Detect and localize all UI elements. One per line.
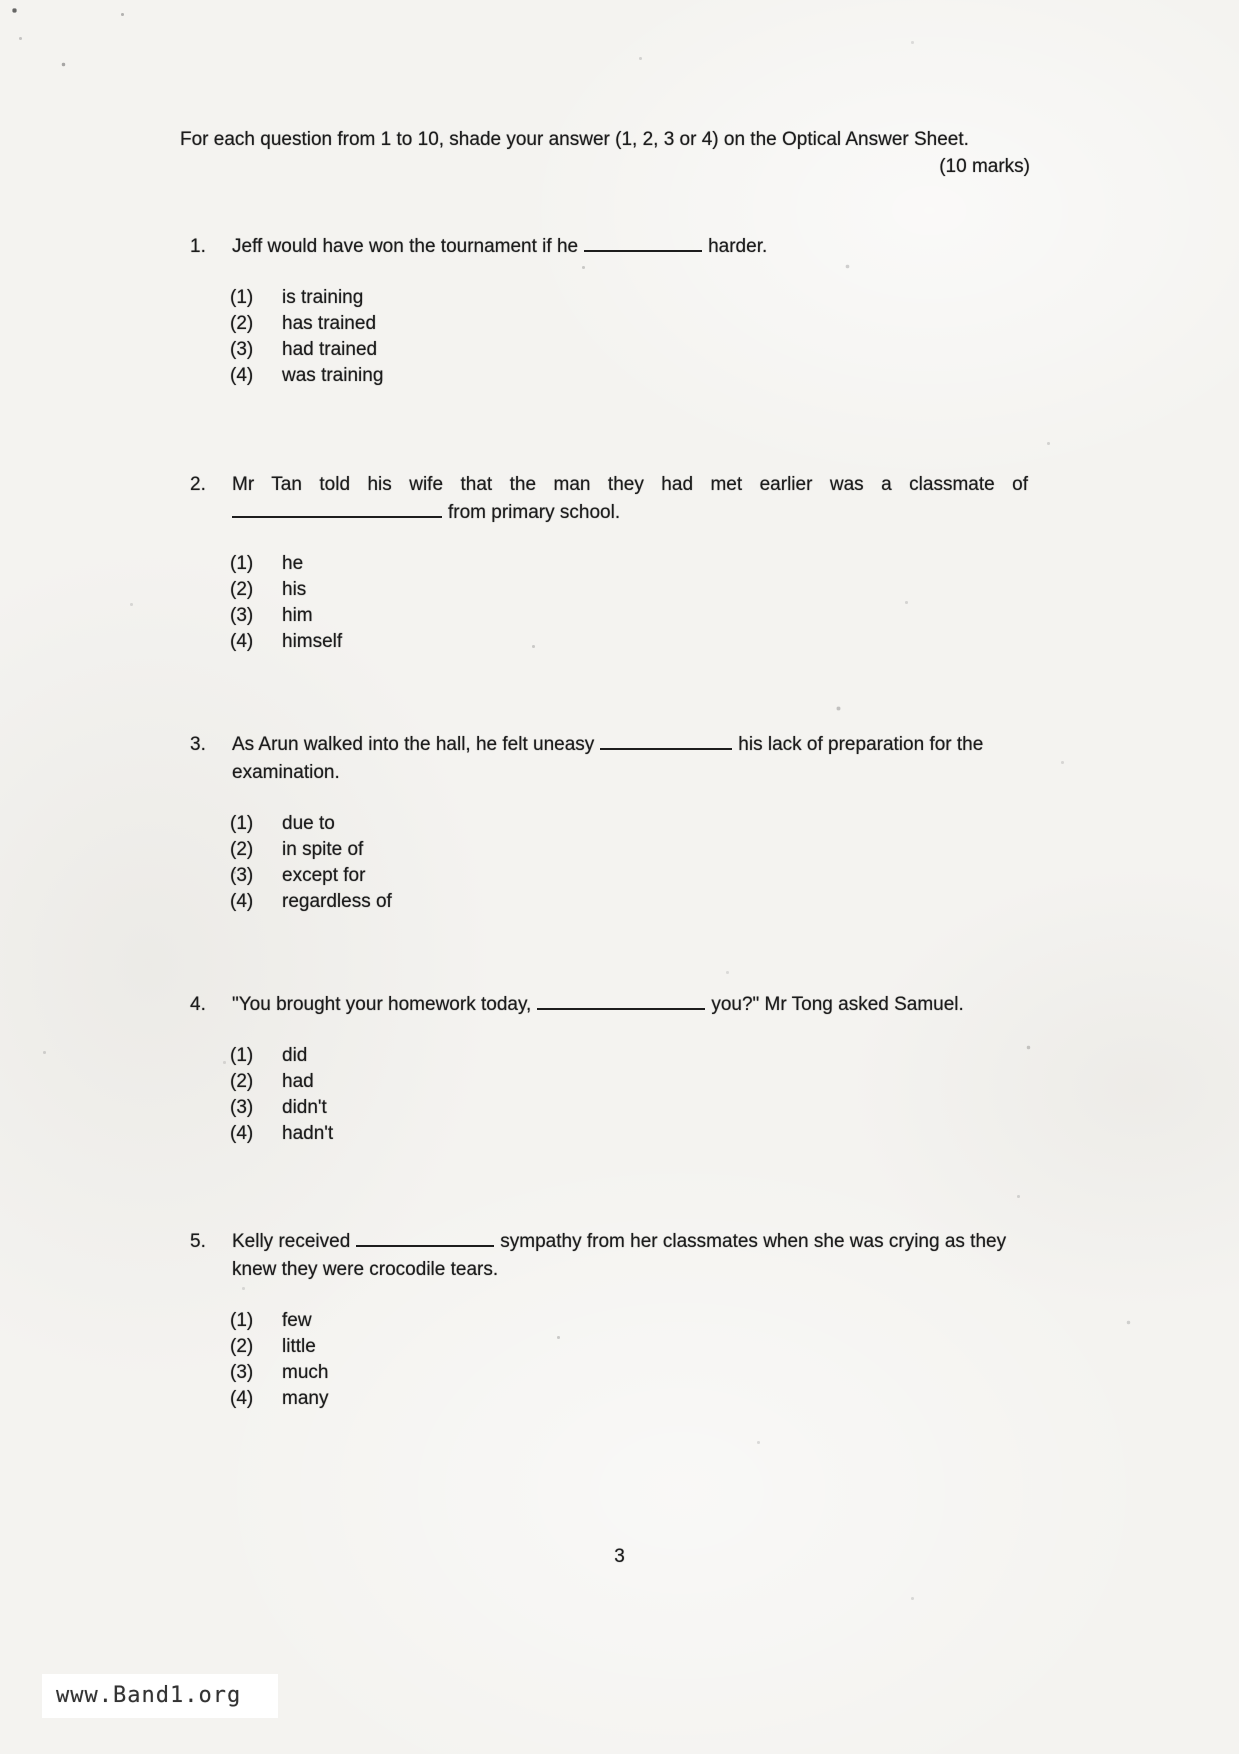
option-row [230,1121,1030,1147]
watermark-box [42,1674,278,1718]
question-text-after: sympathy from her classmates when she was crying as they knew they were crocodile tears. [232,1231,1007,1280]
option-label: him [282,605,313,626]
options-list [230,551,1030,655]
option-row [230,311,1030,337]
scan-noise [0,0,1,1]
option-label: little [282,1336,316,1357]
question-4 [190,991,1030,1147]
option-row [230,1095,1030,1121]
question-text [232,471,1028,527]
option-marker: (3) [230,1097,254,1118]
option-row [230,811,1030,837]
answer-blank [537,1005,705,1010]
watermark-url: www.Band1.org [56,1683,242,1708]
option-label: much [282,1362,329,1383]
option-row [230,837,1030,863]
option-label: regardless of [282,891,392,912]
options-list [230,285,1030,389]
option-row [230,337,1030,363]
option-marker: (3) [230,865,254,886]
question-text [232,233,1012,261]
option-label: he [282,553,304,574]
option-label: many [282,1388,329,1409]
option-marker: (4) [230,365,254,386]
options-list [230,1308,1030,1412]
option-marker: (3) [230,339,254,360]
option-marker: (4) [230,1388,254,1409]
option-label: didn't [282,1097,327,1118]
option-label: due to [282,813,335,834]
options-list [230,811,1030,915]
option-marker: (1) [230,1045,254,1066]
option-row [230,629,1030,655]
options-list [230,1043,1030,1147]
option-marker: (2) [230,313,254,334]
option-marker: (1) [230,1310,254,1331]
option-label: is training [282,287,364,308]
option-marker: (4) [230,631,254,652]
option-label: had trained [282,339,378,360]
question-2 [190,471,1030,655]
option-marker: (1) [230,287,254,308]
option-row [230,577,1030,603]
question-text-before: As Arun walked into the hall, he felt uneasy [232,734,595,755]
option-label: except for [282,865,366,886]
answer-blank [600,745,732,750]
option-label: has trained [282,313,377,334]
option-label: hadn't [282,1123,334,1144]
exam-instructions: For each question from 1 to 10, shade your answer (1, 2, 3 or 4) on the Optical Answer Sheet. [180,129,969,150]
page-number: 3 [614,1546,625,1567]
question-3 [190,731,1030,915]
marks-label: (10 marks) [939,156,1030,177]
option-marker: (4) [230,1123,254,1144]
option-row [230,1334,1030,1360]
question-5 [190,1228,1030,1412]
option-label: was training [282,365,384,386]
option-marker: (2) [230,1071,254,1092]
option-marker: (2) [230,579,254,600]
question-text-before: "You brought your homework today, [232,994,532,1015]
option-row [230,1308,1030,1334]
option-marker: (2) [230,839,254,860]
option-marker: (2) [230,1336,254,1357]
question-number: 4. [190,994,206,1015]
option-label: his [282,579,307,600]
question-text-after: from primary school. [448,502,621,523]
question-number: 1. [190,236,206,257]
option-row [230,863,1030,889]
option-label: had [282,1071,314,1092]
option-row [230,551,1030,577]
answer-blank [232,513,442,518]
question-number: 5. [190,1231,206,1252]
option-label: himself [282,631,343,652]
answer-blank [584,247,702,252]
question-number: 2. [190,474,206,495]
question-text-after: harder. [708,236,768,257]
option-marker: (4) [230,891,254,912]
option-row [230,285,1030,311]
option-row [230,1360,1030,1386]
question-number: 3. [190,734,206,755]
option-label: did [282,1045,308,1066]
question-text [232,731,1012,787]
option-row [230,1069,1030,1095]
option-marker: (3) [230,605,254,626]
question-text-before: Mr Tan told his wife that the man they had met earlier was a classmate of [232,474,1028,495]
option-row [230,1386,1030,1412]
exam-header [180,126,1030,177]
option-row [230,603,1030,629]
option-marker: (1) [230,813,254,834]
question-text-after: you?" Mr Tong asked Samuel. [711,994,964,1015]
option-label: in spite of [282,839,364,860]
option-label: few [282,1310,312,1331]
option-row [230,889,1030,915]
question-1 [190,233,1030,389]
answer-blank [356,1242,494,1247]
option-marker: (1) [230,553,254,574]
question-text [232,991,1022,1019]
question-text-before: Jeff would have won the tournament if he [232,236,579,257]
question-text [232,1228,1007,1284]
question-text-before: Kelly received [232,1231,351,1252]
question-text-after: his lack of preparation for the examination. [232,734,984,783]
option-row [230,1043,1030,1069]
option-row [230,363,1030,389]
option-marker: (3) [230,1362,254,1383]
